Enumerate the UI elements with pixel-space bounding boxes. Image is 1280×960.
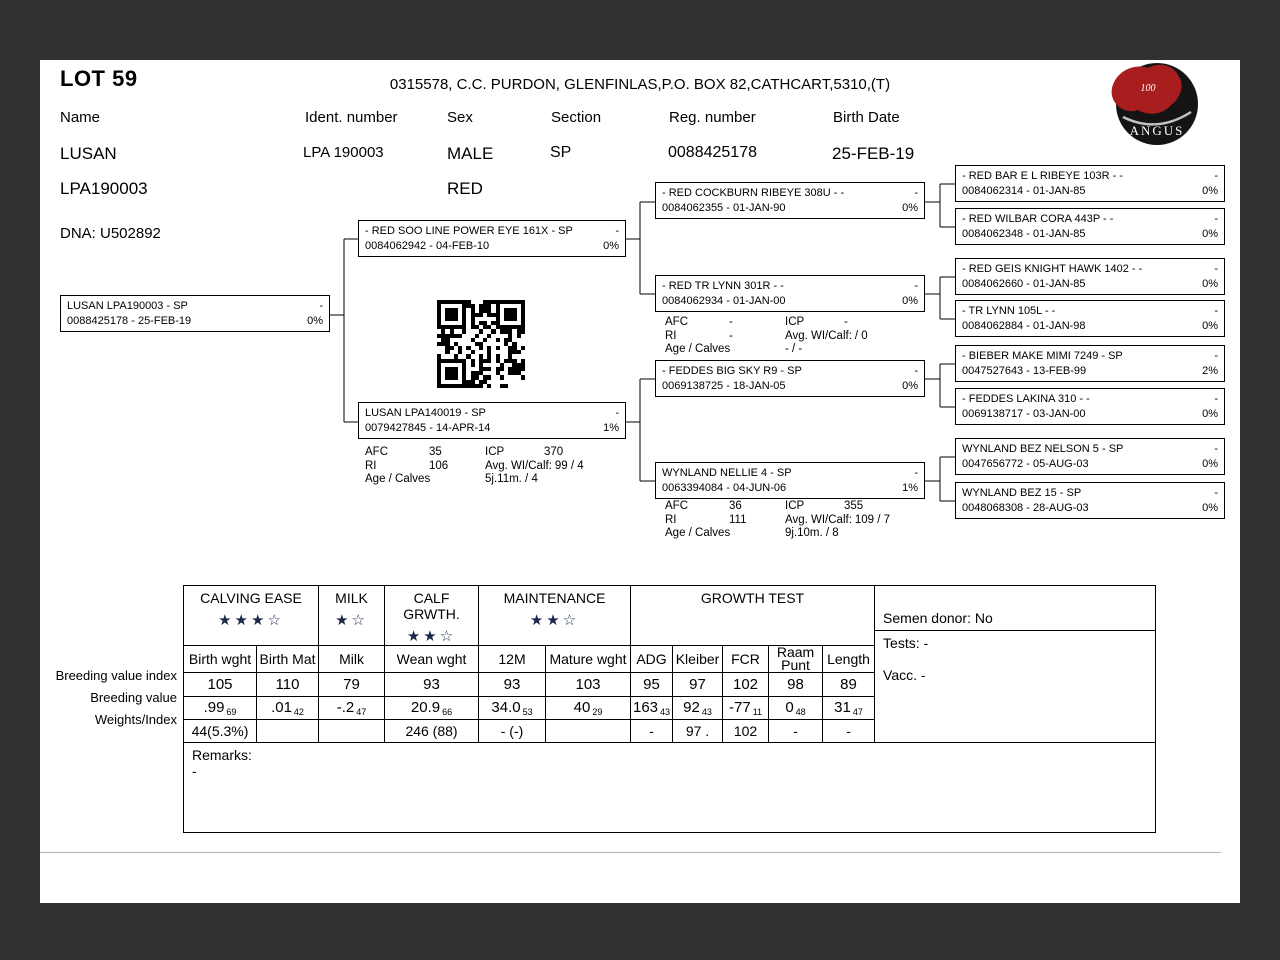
animal-reg: 0047527643 - 13-FEB-99 (962, 365, 1087, 377)
stat-label: RI (665, 329, 677, 342)
stat-value (729, 527, 785, 541)
pedigree-box-dam (358, 402, 626, 439)
stat-label: ICP (785, 316, 805, 328)
pedigree-box-gp3 (655, 360, 925, 397)
bv-accuracy: 42 (293, 707, 304, 717)
flag: - (1214, 170, 1218, 182)
stat-value: 5j.11m. / 4 (485, 473, 538, 485)
index-value: 79 (319, 673, 385, 697)
stat-value: 36 (729, 500, 742, 512)
index-value: 105 (184, 673, 257, 697)
name-label: Name (60, 109, 101, 126)
bv-cell (385, 697, 479, 720)
group-growth-test (631, 586, 875, 646)
index-value: 95 (631, 673, 673, 697)
remarks-cell (184, 743, 1156, 833)
row-label-index: Breeding value index (55, 668, 177, 683)
group-label: MILK (335, 590, 368, 606)
bv-cell (319, 697, 385, 720)
weight-value: - (-) (479, 720, 546, 743)
weight-value: - (823, 720, 875, 743)
bv-cell (479, 697, 546, 720)
animal-reg: 0084062934 - 01-JAN-00 (662, 295, 786, 307)
bv-cell (673, 697, 723, 720)
animal-name: - RED BAR E L RIBEYE 103R - - (962, 170, 1123, 182)
inbreeding-pct: 1% (603, 422, 619, 434)
bv-cell (184, 697, 257, 720)
stat-label: AFC (365, 446, 388, 458)
col-header: ADG (631, 646, 673, 673)
stat-value: - (729, 316, 733, 328)
stats-gp4-block (665, 500, 890, 541)
stat-value: - (844, 316, 848, 328)
inbreeding-pct: 2% (1202, 365, 1218, 377)
inbreeding-pct: 0% (1202, 408, 1218, 420)
stat-label: RI (365, 459, 377, 472)
bv-cell (257, 697, 319, 720)
col-header: Birth Mat (257, 646, 319, 673)
pedigree-box-ggp6 (955, 388, 1225, 425)
pedigree-box-gp4 (655, 462, 925, 499)
bv-cell (769, 697, 823, 720)
bv-accuracy: 43 (701, 707, 712, 717)
stat-label: Avg. WI/Calf: (485, 459, 552, 472)
bv-value: -77 (729, 699, 751, 716)
sex-value: MALE (447, 144, 494, 163)
group-milk (319, 586, 385, 646)
animal-name: - TR LYNN 105L - - (962, 305, 1056, 317)
pedigree-box-ggp2 (955, 208, 1225, 245)
logo-brand: ANGUS (1129, 123, 1185, 138)
col-header: Milk (319, 646, 385, 673)
inbreeding-pct: 0% (1202, 185, 1218, 197)
catalog-page (40, 60, 1240, 903)
flag: - (1214, 443, 1218, 455)
group-label: GROWTH TEST (700, 590, 805, 606)
pedigree-box-gp2 (655, 275, 925, 312)
logo-number: 100 (1140, 83, 1156, 94)
pedigree-box-subject (60, 295, 330, 332)
animal-name: WYNLAND BEZ NELSON 5 - SP (962, 443, 1124, 455)
animal-name: - RED COCKBURN RIBEYE 308U - - (662, 187, 845, 199)
stat-label: RI (665, 513, 677, 526)
owner-line: 0315578, C.C. PURDON, GLENFINLAS,P.O. BOX 82,CATHCART,5310,(T) (389, 76, 891, 93)
pedigree-box-ggp7 (955, 438, 1225, 475)
group-calving-ease (184, 586, 319, 646)
birth-value: 25-FEB-19 (832, 144, 915, 163)
viewer-chrome-left (0, 0, 40, 960)
bv-value: 20.9 (410, 699, 441, 716)
group-label: CALVING EASE (200, 590, 302, 606)
animal-name: - RED SOO LINE POWER EYE 161X - SP (365, 225, 573, 237)
bv-accuracy: 43 (660, 707, 671, 717)
inbreeding-pct: 0% (307, 315, 323, 327)
stat-value: 109 / 7 (854, 513, 891, 526)
bv-accuracy: 53 (522, 707, 533, 717)
weight-value (319, 720, 385, 743)
animal-reg: 0079427845 - 14-APR-14 (365, 422, 491, 434)
animal-reg: 0084062884 - 01-JAN-98 (962, 320, 1086, 332)
animal-name: WYNLAND NELLIE 4 - SP (662, 467, 792, 479)
stat-label: AFC (665, 316, 688, 328)
pedigree-box-ggp5 (955, 345, 1225, 382)
bv-value: 0 (785, 699, 794, 716)
flag: - (914, 467, 918, 479)
pedigree-box-ggp8 (955, 482, 1225, 519)
star-rating: ★★★☆ (218, 612, 284, 629)
col-header: Wean wght (385, 646, 479, 673)
col-header: FCR (723, 646, 769, 673)
stat-value: - / - (785, 343, 803, 355)
color-value: RED (447, 179, 483, 198)
index-value: 97 (673, 673, 723, 697)
section-value: SP (550, 144, 572, 161)
lot-number: LOT 59 (60, 66, 138, 91)
stat-value: 35 (429, 446, 442, 458)
tests: Tests: - (883, 635, 929, 651)
col-header: Mature wght (546, 646, 631, 673)
weight-value: - (631, 720, 673, 743)
name-value2: LPA190003 (60, 179, 148, 198)
flag: - (319, 300, 323, 312)
star-rating: ★★☆ (529, 612, 580, 629)
flag: - (1214, 305, 1218, 317)
col-header: 12M (479, 646, 546, 673)
index-value: 110 (257, 673, 319, 697)
flag: - (1214, 350, 1218, 362)
group-label: MAINTENANCE (503, 590, 606, 606)
animal-reg: 0069138717 - 03-JAN-00 (962, 408, 1086, 420)
inbreeding-pct: 0% (902, 295, 918, 307)
flag: - (1214, 393, 1218, 405)
pedigree-box-ggp4 (955, 300, 1225, 337)
name-value: LUSAN (60, 144, 117, 163)
bv-value: -.2 (336, 699, 355, 716)
flag: - (1214, 263, 1218, 275)
stat-label: Age / Calves (665, 527, 731, 539)
stat-value: 9j.10m. / 8 (785, 527, 839, 539)
ebv-table (183, 585, 1156, 833)
reg-value: 0088425178 (668, 144, 757, 161)
animal-reg: 0063394084 - 04-JUN-06 (662, 482, 787, 494)
pedigree-box-ggp3 (955, 258, 1225, 295)
weight-value: 246 (88) (385, 720, 479, 743)
inbreeding-pct: 0% (1202, 502, 1218, 514)
birth-label: Birth Date (833, 109, 900, 126)
viewer-chrome-bottom (0, 903, 1280, 960)
animal-name: - FEDDES LAKINA 310 - - (962, 393, 1090, 405)
animal-reg: 0084062660 - 01-JAN-85 (962, 278, 1086, 290)
angus-logo (1108, 58, 1200, 148)
bv-accuracy: 48 (795, 707, 806, 717)
bv-value: 163 (632, 699, 659, 716)
inbreeding-pct: 0% (1202, 320, 1218, 332)
inbreeding-pct: 0% (902, 380, 918, 392)
vaccinations: Vacc. - (883, 667, 926, 683)
weight-value: 102 (723, 720, 769, 743)
bv-value: .99 (203, 699, 225, 716)
stat-label: Avg. WI/Calf: (785, 513, 852, 526)
weight-value: 97 . (673, 720, 723, 743)
flag: - (615, 225, 619, 237)
bv-cell (631, 697, 673, 720)
bv-value: 31 (834, 699, 851, 716)
stat-value (429, 473, 485, 487)
bv-value: .01 (271, 699, 292, 716)
animal-reg: 0088425178 - 25-FEB-19 (67, 315, 192, 327)
stat-value (729, 343, 785, 357)
stat-label: Age / Calves (665, 343, 731, 355)
flag: - (914, 365, 918, 377)
flag: - (914, 280, 918, 292)
bv-accuracy: 69 (226, 707, 237, 717)
index-value: 98 (769, 673, 823, 697)
stat-label: Age / Calves (365, 473, 431, 485)
stat-label: ICP (785, 500, 805, 512)
remarks-label: Remarks: (192, 747, 252, 763)
ident-label: Ident. number (305, 109, 398, 126)
reg-label: Reg. number (669, 109, 756, 126)
animal-name: - RED TR LYNN 301R - - (662, 280, 784, 292)
stat-value: 355 (844, 500, 864, 512)
qr-code (437, 300, 525, 388)
col-header: Length (823, 646, 875, 673)
index-value: 103 (546, 673, 631, 697)
stat-value: / 0 (854, 329, 868, 342)
bv-cell (723, 697, 769, 720)
row-label-wt: Weights/Index (94, 712, 177, 727)
sex-label: Sex (447, 109, 473, 126)
stat-value: 111 (729, 513, 747, 526)
bv-accuracy: 47 (356, 707, 367, 717)
bv-accuracy: 29 (592, 707, 603, 717)
stat-value: 99 / 4 (554, 459, 584, 472)
col-header: Raam Punt (769, 646, 823, 673)
row-label-bv: Breeding value (90, 690, 177, 705)
flag: - (914, 187, 918, 199)
weight-value: - (769, 720, 823, 743)
index-value: 93 (479, 673, 546, 697)
side-panel (875, 586, 1156, 743)
bv-accuracy: 11 (752, 707, 763, 717)
inbreeding-pct: 0% (1202, 228, 1218, 240)
pedigree-box-gp1 (655, 182, 925, 219)
animal-reg: 0084062348 - 01-JAN-85 (962, 228, 1086, 240)
star-rating: ★☆ (335, 612, 368, 629)
bottom-divider (40, 852, 1221, 853)
animal-reg: 0084062942 - 04-FEB-10 (365, 240, 490, 252)
weight-value: 44(5.3%) (184, 720, 257, 743)
stats-gp2-block (665, 316, 868, 357)
inbreeding-pct: 0% (603, 240, 619, 252)
index-value: 93 (385, 673, 479, 697)
bv-value: 40 (573, 699, 591, 716)
animal-name: LUSAN LPA190003 - SP (67, 300, 188, 312)
pedigree-box-sire (358, 220, 626, 257)
bv-accuracy: 47 (852, 707, 863, 717)
animal-name: - BIEBER MAKE MIMI 7249 - SP (962, 350, 1123, 362)
col-header: Birth wght (184, 646, 257, 673)
animal-name: LUSAN LPA140019 - SP (365, 407, 486, 419)
flag: - (1214, 487, 1218, 499)
col-header: Kleiber (673, 646, 723, 673)
ident-value: LPA 190003 (303, 144, 384, 161)
animal-reg: 0084062314 - 01-JAN-85 (962, 185, 1086, 197)
animal-reg: 0048068308 - 28-AUG-03 (962, 502, 1089, 514)
viewer-chrome-right (1240, 0, 1280, 960)
animal-reg: 0069138725 - 18-JAN-05 (662, 380, 786, 392)
animal-name: WYNLAND BEZ 15 - SP (962, 487, 1082, 499)
flag: - (615, 407, 619, 419)
stat-value: - (729, 329, 733, 342)
group-calf-growth (385, 586, 479, 646)
animal-name: - RED WILBAR CORA 443P - - (962, 213, 1114, 225)
inbreeding-pct: 0% (902, 202, 918, 214)
viewer-chrome-top (0, 0, 1280, 60)
animal-name: - FEDDES BIG SKY R9 - SP (662, 365, 802, 377)
weight-value (257, 720, 319, 743)
weight-value (546, 720, 631, 743)
dna-number: DNA: U502892 (60, 225, 161, 242)
bv-cell (823, 697, 875, 720)
remarks-value: - (192, 763, 197, 779)
animal-name: - RED GEIS KNIGHT HAWK 1402 - - (962, 263, 1143, 275)
group-label: CALF GRWTH. (403, 590, 460, 622)
star-rating: ★★☆ (406, 628, 457, 645)
bv-accuracy: 66 (442, 707, 453, 717)
stat-value: 106 (429, 459, 449, 472)
index-value: 102 (723, 673, 769, 697)
stats-dam-block (365, 446, 584, 487)
bv-value: 34.0 (491, 699, 521, 716)
animal-reg: 0084062355 - 01-JAN-90 (662, 202, 786, 214)
semen-donor: Semen donor: No (875, 590, 1155, 631)
inbreeding-pct: 1% (902, 482, 918, 494)
pedigree-box-ggp1 (955, 165, 1225, 202)
section-label: Section (551, 109, 602, 126)
bv-value: 92 (683, 699, 700, 716)
bv-cell (546, 697, 631, 720)
inbreeding-pct: 0% (1202, 458, 1218, 470)
stat-label: Avg. WI/Calf: (785, 329, 852, 342)
flag: - (1214, 213, 1218, 225)
inbreeding-pct: 0% (1202, 278, 1218, 290)
group-maintenance (479, 586, 631, 646)
stat-label: AFC (665, 500, 688, 512)
stat-value: 370 (544, 446, 564, 458)
animal-reg: 0047656772 - 05-AUG-03 (962, 458, 1089, 470)
stat-label: ICP (485, 446, 505, 458)
index-value: 89 (823, 673, 875, 697)
